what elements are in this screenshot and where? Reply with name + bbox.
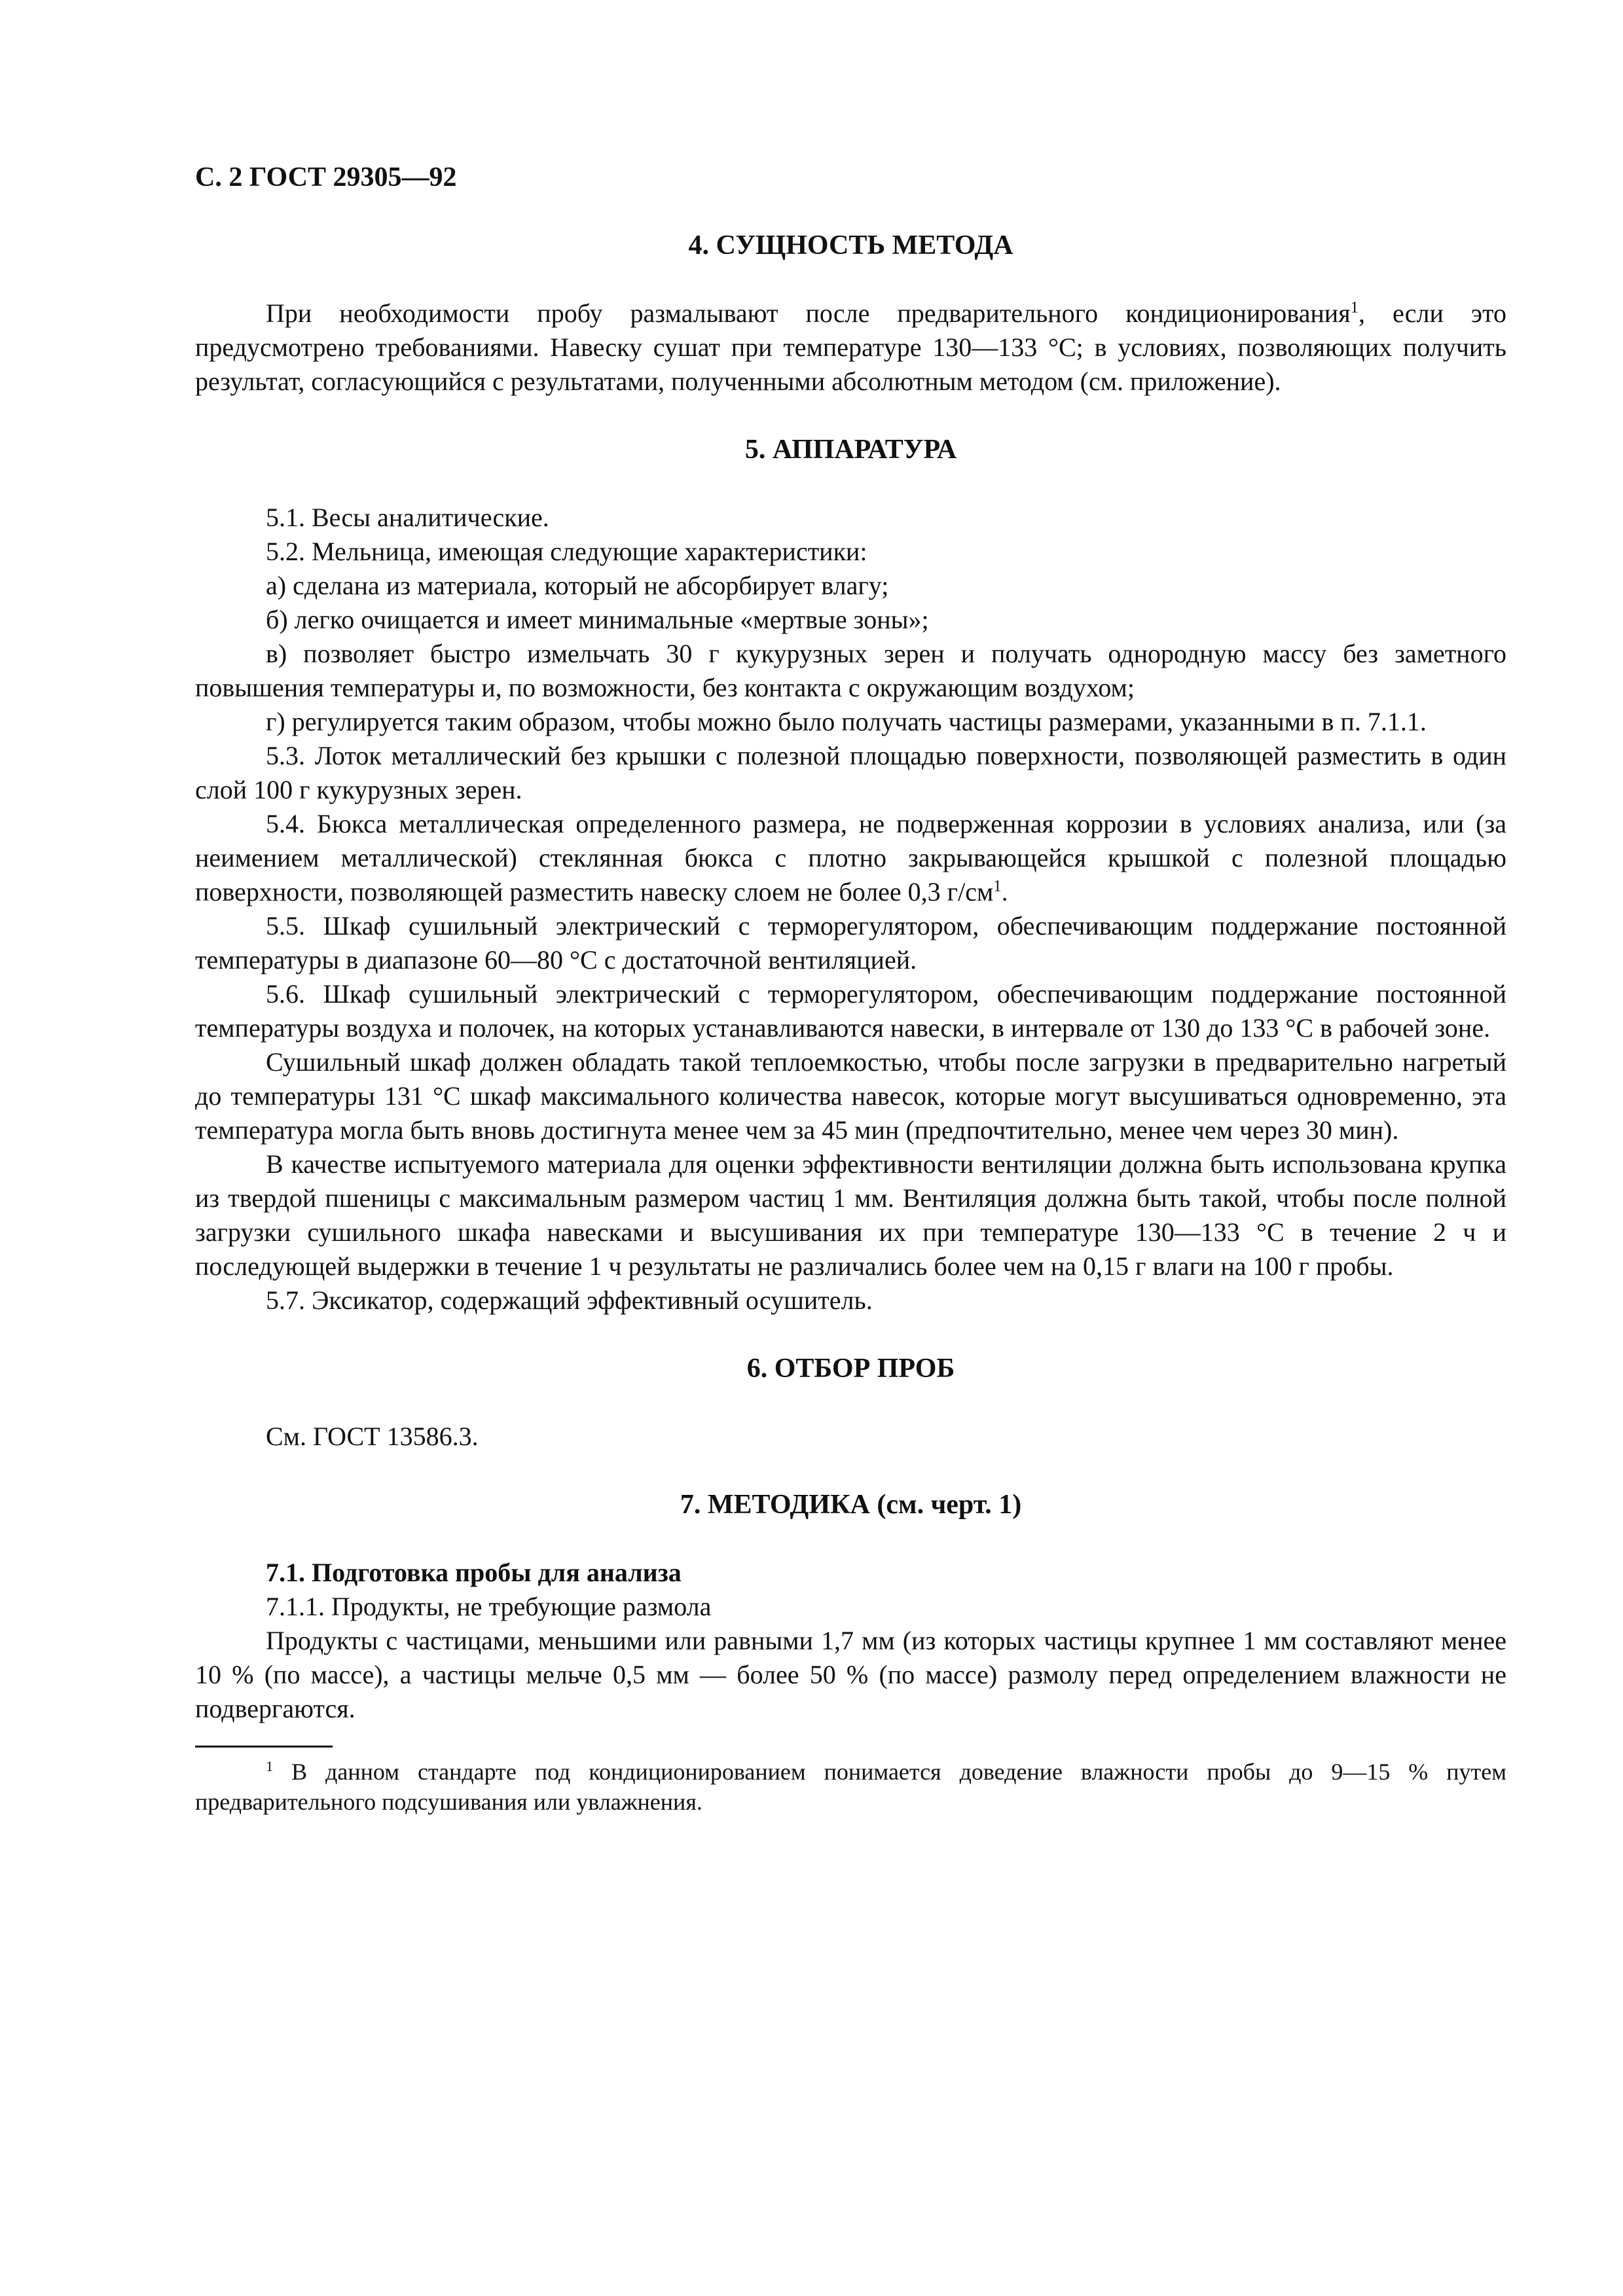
paragraph-7-1-1: Продукты с частицами, меньшими или равными 1,7 мм (из которых частицы крупнее 1 мм составляют менее 10 % (по массе), а частицы мельче 0,5 мм — более 50 % (по массе) размолу перед определением влажности не подвергаются.: [195, 1626, 1506, 1723]
item-5-7: 5.7. Эксикатор, содержащий эффективный осушитель.: [266, 1285, 873, 1315]
section-5-title: 5. АППАРАТУРА: [744, 435, 957, 465]
section-4-text-part2: , если это предусмотрено требованиями. Навеску сушат при температуре 130—133 °С; в условиях, позволяющих получить результат, согласующийся с результатами, полученными абсолютным методом (см. приложение).: [195, 298, 1507, 396]
footnote-ref: 1: [993, 877, 1002, 895]
footnote-ref: 1: [1350, 298, 1359, 317]
paragraph-heat-capacity: Сушильный шкаф должен обладать такой теплоемкостью, чтобы после загрузки в предварительно нагретый до температуры 131 °С шкаф максимального количества навесок, которые могут высушиваться одновременно, эта температура могла быть вновь достигнута менее чем за 45 мин (предпочтительно, менее чем через 30 мин).: [195, 1047, 1506, 1145]
document-page: [195, 160, 1506, 1817]
section-6-title: 6. ОТБОР ПРОБ: [746, 1354, 955, 1384]
item-5-3: 5.3. Лоток металлический без крышки с полезной площадью поверхности, позволяющей разместить в один слой 100 г кукурузных зерен.: [195, 741, 1506, 804]
running-head: С. 2 ГОСТ 29305—92: [195, 162, 457, 192]
section-4-paragraph: [195, 296, 1506, 399]
item-5-4: [195, 807, 1506, 909]
footnote-text: В данном стандарте под кондиционированием понимается доведение влажности пробы до 9—15 % путем предварительного подсушивания или увлажнения.: [195, 1759, 1506, 1815]
item-5-2-b: б) легко очищается и имеет минимальные «мертвые зоны»;: [266, 605, 929, 634]
item-5-5: 5.5. Шкаф сушильный электрический с терморегулятором, обеспечивающим поддержание постоянной температуры в диапазоне 60—80 °С с достаточной вентиляцией.: [195, 911, 1506, 975]
section-6-text: См. ГОСТ 13586.3.: [266, 1422, 479, 1451]
item-5-2-v: в) позволяет быстро измельчать 30 г кукурузных зерен и получать однородную массу без заметного повышения температуры и, по возможности, без контакта с окружающим воздухом;: [195, 639, 1506, 702]
footnote: [195, 1757, 1506, 1817]
item-5-6: 5.6. Шкаф сушильный электрический с терморегулятором, обеспечивающим поддержание постоянной температуры воздуха и полочек, на которых устанавливаются навески, в интервале от 130 до 133 °С в рабочей зоне.: [195, 979, 1506, 1043]
item-5-2-a: а) сделана из материала, который не абсорбирует влагу;: [266, 571, 889, 600]
item-5-1: 5.1. Весы аналитические.: [266, 503, 549, 532]
footnote-divider: [195, 1746, 333, 1748]
subsection-7-1-title: 7.1. Подготовка пробы для анализа: [266, 1558, 682, 1587]
subsection-7-1-1-title: 7.1.1. Продукты, не требующие размола: [266, 1592, 712, 1621]
item-5-2-g: г) регулируется таким образом, чтобы можно было получать частицы размерами, указанными в п. 7.1.1.: [266, 707, 1427, 736]
item-5-2: 5.2. Мельница, имеющая следующие характеристики:: [266, 537, 867, 566]
item-5-4-text: 5.4. Бюкса металлическая определенного размера, не подверженная коррозии в условиях анализа, или (за неимением металлической) стеклянная бюкса с плотно закрывающейся крышкой с полезной площадью поверхности, позволяющей разместить навеску слоем не более 0,3 г/см: [195, 809, 1506, 906]
paragraph-ventilation: В качестве испытуемого материала для оценки эффективности вентиляции должна быть использована крупка из твердой пшеницы с максимальным размером частиц 1 мм. Вентиляция должна быть такой, чтобы после полной загрузки сушильного шкафа навесками и высушивания их при температуре 130—133 °С в течение 2 ч и последующей выдержки в течение 1 ч результаты не различались более чем на 0,15 г влаги на 100 г пробы.: [195, 1149, 1506, 1281]
footnote-marker: 1: [266, 1758, 274, 1774]
section-4-title: 4. СУЩНОСТЬ МЕТОДА: [688, 230, 1013, 260]
item-5-4-end: .: [1001, 877, 1008, 906]
section-7-title: 7. МЕТОДИКА (см. черт. 1): [680, 1490, 1022, 1520]
section-4-text-part1: При необходимости пробу размалывают после предварительного кондиционирования: [266, 298, 1351, 328]
